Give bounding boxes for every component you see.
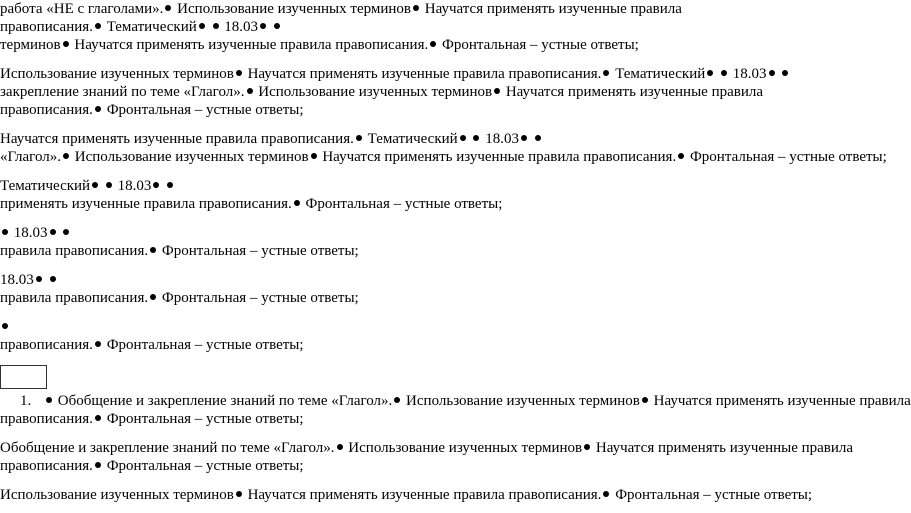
text-line — [0, 486, 812, 504]
text-line — [0, 242, 359, 260]
text-fragment: Научатся применять изученные правила правописания. — [322, 149, 677, 165]
bullet-icon — [63, 229, 69, 235]
text-line — [0, 177, 175, 195]
text-line — [0, 289, 359, 307]
text-fragment: Фронтальная – устные ответы; — [441, 37, 639, 53]
bullet-icon — [603, 70, 609, 76]
text-fragment: правописания. — [0, 102, 93, 118]
text-fragment: Научатся применять изученные правила правописания. — [247, 66, 602, 82]
bullet-icon — [430, 41, 436, 47]
text-fragment: Фронтальная – устные ответы; — [106, 102, 304, 118]
text-line — [0, 148, 887, 166]
bullet-icon — [707, 70, 713, 76]
text-line — [44, 392, 911, 410]
text-line — [0, 65, 790, 83]
bullet-icon — [274, 23, 280, 29]
text-fragment: Научатся применять изученные правила правописания. — [74, 37, 429, 53]
bullet-icon — [2, 229, 8, 235]
text-fragment: Научатся применять изученные правила — [595, 440, 854, 456]
text-fragment: Фронтальная – устные ответы; — [106, 458, 304, 474]
text-line — [0, 224, 71, 242]
bullet-icon — [473, 135, 479, 141]
text-line — [0, 318, 10, 336]
text-line — [0, 36, 639, 54]
bullet-icon — [50, 229, 56, 235]
text-fragment: Фронтальная – устные ответы; — [106, 411, 304, 427]
empty-table-cell — [0, 365, 47, 389]
text-fragment: правописания. — [0, 19, 93, 35]
bullet-icon — [782, 70, 788, 76]
bullet-icon — [95, 106, 101, 112]
bullet-icon — [150, 294, 156, 300]
bullet-icon — [92, 182, 98, 188]
bullet-icon — [460, 135, 466, 141]
text-fragment: Научатся применять изученные правила — [424, 1, 682, 17]
bullet-icon — [236, 491, 242, 497]
bullet-icon — [603, 491, 609, 497]
text-fragment: Фронтальная – устные ответы; — [106, 337, 304, 353]
bullet-icon — [153, 182, 159, 188]
text-fragment: закрепление знаний по теме «Глагол». — [0, 84, 245, 100]
text-line — [0, 101, 304, 119]
text-fragment: Использование изученных терминов — [348, 440, 583, 456]
text-line — [0, 457, 304, 475]
text-fragment: Обобщение и закрепление знаний по теме «Глагол». — [0, 440, 335, 456]
bullet-icon — [36, 276, 42, 282]
bullet-icon — [2, 323, 8, 329]
text-fragment: правила правописания. — [0, 290, 149, 306]
text-fragment: Тематический — [106, 19, 197, 35]
bullet-icon — [199, 23, 205, 29]
bullet-icon — [535, 135, 541, 141]
text-line — [0, 271, 58, 289]
bullet-icon — [106, 182, 112, 188]
bullet-icon — [721, 70, 727, 76]
text-fragment: Фронтальная – устные ответы; — [689, 149, 887, 165]
text-fragment: Использование изученных терминов — [0, 66, 234, 82]
bullet-icon — [642, 397, 648, 403]
text-fragment: Тематический — [0, 178, 91, 194]
text-fragment: терминов — [0, 37, 61, 53]
text-fragment: правописания. — [0, 411, 93, 427]
text-line — [0, 0, 682, 18]
text-fragment: применять изученные правила правописания. — [0, 196, 292, 212]
text-line — [0, 439, 853, 457]
list-number — [20, 392, 31, 410]
text-fragment: Использование изученных терминов — [177, 1, 411, 17]
text-fragment: Использование изученных терминов — [0, 487, 234, 503]
bullet-icon — [260, 23, 266, 29]
bullet-icon — [150, 247, 156, 253]
list-number-label: 1. — [20, 393, 32, 409]
text-fragment: правила правописания. — [0, 243, 149, 259]
text-fragment: правописания. — [0, 337, 93, 353]
bullet-icon — [678, 153, 684, 159]
bullet-icon — [311, 153, 317, 159]
text-fragment: Тематический — [367, 131, 458, 147]
bullet-icon — [294, 200, 300, 206]
text-line — [0, 336, 304, 354]
text-line — [0, 18, 282, 36]
text-fragment: Фронтальная – устные ответы; — [305, 196, 503, 212]
bullet-icon — [63, 153, 69, 159]
text-fragment: Научатся применять изученные правила правописания. — [247, 487, 602, 503]
bullet-icon — [50, 276, 56, 282]
text-fragment: Обобщение и закрепление знаний по теме «Глагол». — [57, 393, 393, 409]
text-line — [0, 195, 502, 213]
text-fragment: правописания. — [0, 458, 93, 474]
bullet-icon — [356, 135, 362, 141]
text-fragment: Фронтальная – устные ответы; — [615, 487, 813, 503]
text-line — [0, 130, 543, 148]
text-fragment: Использование изученных терминов — [406, 393, 640, 409]
date-text: 18.03 — [224, 19, 259, 35]
date-text: 18.03 — [13, 225, 48, 241]
text-line — [0, 410, 304, 428]
text-fragment: работа «НЕ с глаголами». — [0, 1, 164, 17]
bullet-icon — [95, 341, 101, 347]
bullet-icon — [337, 444, 343, 450]
text-fragment: Тематический — [615, 66, 706, 82]
text-fragment: Использование изученных терминов — [258, 84, 493, 100]
bullet-icon — [167, 182, 173, 188]
bullet-icon — [584, 444, 590, 450]
text-fragment: Фронтальная – устные ответы; — [161, 243, 359, 259]
bullet-icon — [95, 462, 101, 468]
bullet-icon — [46, 397, 52, 403]
bullet-icon — [236, 70, 242, 76]
date-text: 18.03 — [732, 66, 767, 82]
bullet-icon — [213, 23, 219, 29]
text-fragment: Научатся применять изученные правила — [653, 393, 911, 409]
bullet-icon — [63, 41, 69, 47]
bullet-icon — [165, 5, 171, 11]
date-text: 18.03 — [117, 178, 152, 194]
bullet-icon — [394, 397, 400, 403]
bullet-icon — [521, 135, 527, 141]
bullet-icon — [247, 88, 253, 94]
date-text: 18.03 — [0, 272, 34, 288]
bullet-icon — [95, 23, 101, 29]
bullet-icon — [413, 5, 419, 11]
bullet-icon — [95, 415, 101, 421]
text-line — [0, 83, 763, 101]
text-fragment: Фронтальная – устные ответы; — [161, 290, 359, 306]
text-fragment: Использование изученных терминов — [74, 149, 309, 165]
text-fragment: «Глагол». — [0, 149, 62, 165]
text-fragment: Научатся применять изученные правила — [505, 84, 764, 100]
bullet-icon — [769, 70, 775, 76]
date-text: 18.03 — [485, 131, 519, 147]
text-fragment: Научатся применять изученные правила правописания. — [0, 131, 354, 147]
bullet-icon — [494, 88, 500, 94]
